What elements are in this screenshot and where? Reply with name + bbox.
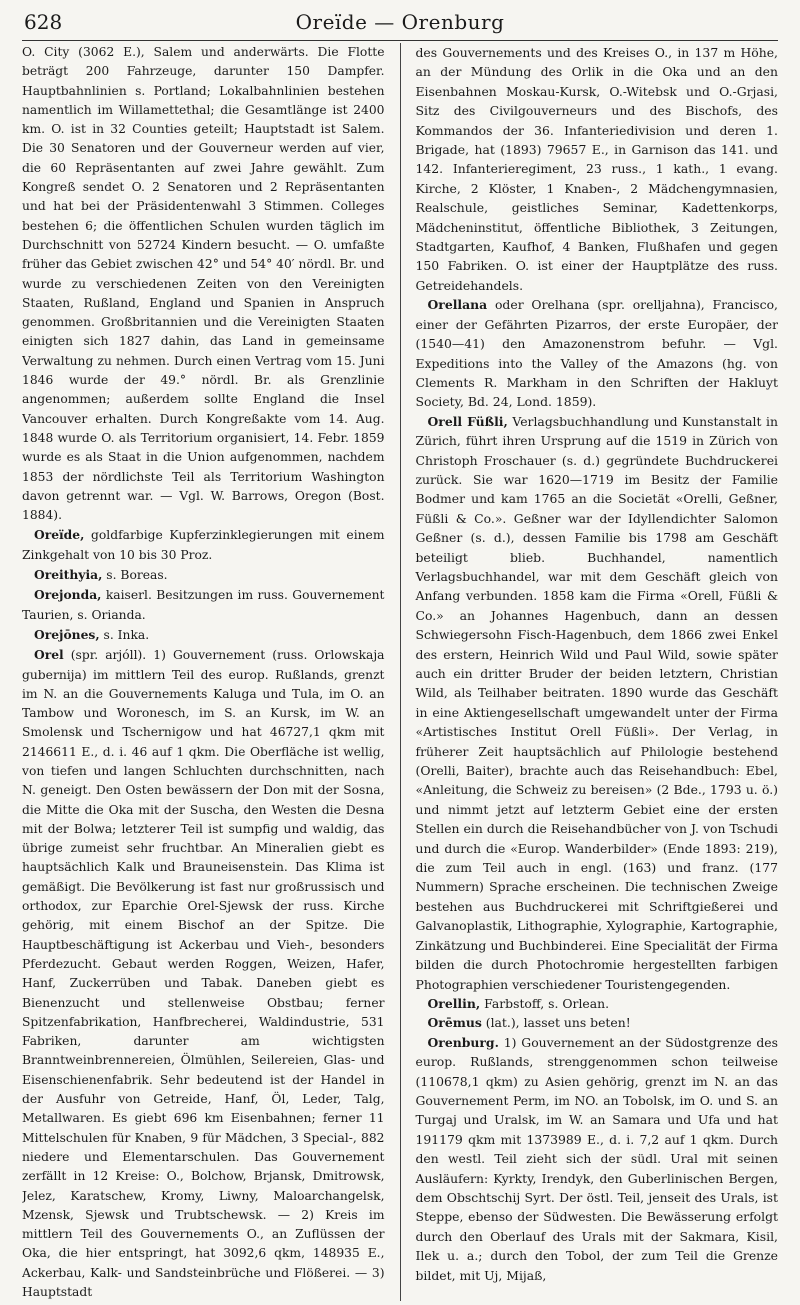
entry-headword: Orejonda, [34,587,102,603]
entry-headword: Orenburg. [427,1034,499,1050]
entry-text: kaiserl. Besitzungen im russ. Gouvernement Taurien, s. Orianda. [22,588,385,622]
entry-orejonda [22,585,385,625]
entry-headword: Orell Füßli, [427,413,508,429]
entry-text: (spr. arjóll). 1) Gouvernement (russ. Orlowskaja gubernija) im mittlern Teil des europ. Rußlands, grenzt im N. an die Gouvernements Kaluga und Tula, im O. an Tambow und Woronesch, im S. an Kursk, im W. an Smolensk und Tschernigow und hat 46727,1 qkm mit 2146611 E., d. i. 46 auf 1 qkm. Die Oberfläche ist wellig, von tiefen und langen Schluchten durchschnitten, nach N. geneigt. Den Osten bewässern der Don mit der Sosna, die Mitte die Oka mit der Suscha, den Westen die Desna mit der Bolwa; letzterer Teil ist sumpfig und waldig, das übrige zumeist sehr fruchtbar. An Mineralien giebt es hauptsächlich Kalk und Brauneisenstein. Das Klima ist gemäßigt. Die Bevölkerung ist fast nur großrussisch und orthodox, zur Eparchie Orel-Sjewsk der russ. Kirche gehörig, mit einem Bischof an der Spitze. Die Hauptbeschäftigung ist Ackerbau und Vieh-, besonders Pferdezucht. Gebaut werden Roggen, Weizen, Hafer, Hanf, Zuckerrüben und Tabak. Daneben giebt es Bienenzucht und stellenweise Obstbau; ferner Spitzenfabrikation, Hanfbrecherei, Waldindustrie, 531 Fabriken, darunter am wichtigsten Branntweinbrennereien, Ölmühlen, Seilereien, Glas- und Eisenschienenfabrik. Sehr bedeutend ist der Handel in der Ausfuhr von Getreide, Hanf, Öl, Leder, Talg, Metallwaren. Es giebt 696 km Eisenbahnen; ferner 11 Mittelschulen für Knaben, 9 für Mädchen, 3 Special-, 882 niedere und Elementarschulen. Das Gouvernement zerfällt in 12 Kreise: O., Bolchow, Brjansk, Dmitrowsk, Jelez, Karatschew, Kromy, Liwny, Maloarchangelsk, Mzensk, Sjewsk und Trubtschewsk. — 2) Kreis im mittlern Teil des Gouvernements O., an Zuflüssen der Oka, die hier entspringt, hat 3092,6 qkm, 148935 E., Ackerbau, Kalk- und Sandsteinbrüche und Flößerei. — 3) Hauptstadt [22,648,385,1299]
entry-orenburg [416,1033,779,1285]
entry-text: goldfarbige Kupferzinklegierungen mit einem Zinkgehalt von 10 bis 30 Proz. [22,528,385,562]
entry-text: oder Orelhana (spr. orelljahna), Francisco, einer der Gefährten Pizarros, der erste Europäer, der (1540—41) den Amazonenstrom befuhr. — Vgl. Expeditions into the Valley of the Amazons (hg. von Clements R. Markham in den Schriften der Hakluyt Society, Bd. 24, Lond. 1859). [415,297,778,410]
entry-continuation [22,43,385,525]
text-columns [22,43,778,1301]
entry-orejones [22,625,385,645]
entry-headword: Orēmus [427,1015,482,1031]
entry-text: Verlagsbuchhandlung und Kunstanstalt in Zürich, führt ihren Ursprung auf die 1519 in Zürich von Christoph Froschauer (s. d.) gegründete Buchdruckerei zurück. Sie war 1620—1719 im Besitz der Familie Bodmer und kam 1765 an die Societät «Orelli, Geßner, Füßli & Co.». Geßner war der Idyllendichter Salomon Geßner (s. d.), dessen Familie bis 1798 am Geschäft beteiligt blieb. Buchhandel, namentlich Verlagsbuchhandel, war mit dem Geschäft gleich von Anfang verbunden. 1858 kam die Firma «Orell, Füßli & Co.» an Johannes Hagenbuch, dann an dessen Schwiegersohn Fisch-Hagenbuch, dem 1866 zwei Enkel des erstern, Heinrich Wild und Paul Wild, sowie später auch ein dritter Bruder der beiden letztern, Christian Wild, als Teilhaber beitraten. 1890 wurde das Geschäft in eine Aktiengesellschaft umgewandelt unter der Firma «Artistisches Institut Orell Füßli». Der Verlag, in früherer Zeit hauptsächlich auf Philologie bestehend (Orelli, Baiter), brachte auch das Reisehandbuch: Ebel, «Anleitung, die Schweiz zu bereisen» (2 Bde., 1793 u. ö.) und nimmt jetzt auf letzterm Gebiet eine der ersten Stellen ein durch die Reisehandbücher von J. von Tschudi und durch die «Europ. Wanderbilder» (Ende 1893: 219), die zum Teil auch in engl. (163) und franz. (177 Nummern) Sprache erscheinen. Die technischen Zweige bestehen aus Buchdruckerei mit Schriftgießerei und Galvanoplastik, Lithographie, Xylographie, Kartographie, Zinkätzung und Buchbinderei. Eine Specialität der Firma bilden die durch Photochromie hergestellten farbigen Photographien verschiedener Touristengegenden. [415,413,778,992]
entry-text: s. Boreas. [102,568,168,583]
entry-text: 1) Gouvernement an der Südostgrenze des europ. Rußlands, strenggenommen schon teilweise (110678,1 qkm) zu Asien gehörig, grenzt im N. an das Gouvernement Perm, im NO. an Tobolsk, im O. und S. an Turgaj und Uralsk, im W. an Samara und Ufa und hat 191179 qkm mit 1373989 E., d. i. 7,2 auf 1 qkm. Durch den westl. Teil zieht sich der südl. Ural mit seinen Ausläufern: Kyrkty, Irendyk, den Guberlinischen Bergen, dem Obschtschij Syrt. Der östl. Teil, jenseit des Urals, ist Steppe, ebenso der Südwesten. Die Bewässerung erfolgt durch den Oberlauf des Urals mit der Sakmara, Kisil, Ilek u. a.; durch den Tobol, der zum Teil die Grenze bildet, mit Uj, Mijaß, [415,1034,778,1283]
entry-text: des Gouvernements und des Kreises O., in 137 m Höhe, an der Mündung des Orlik in die Oka und an den Eisenbahnen Moskau-Kursk, O.-Witebsk und O.-Grjasi, Sitz des Civilgouverneurs und des Bischofs, des Kommandos der 36. Infanteriedivision und deren 1. Brigade, hat (1893) 79657 E., in Garnison das 141. und 142. Infanterieregiment, 23 russ., 1 kath., 1 evang. Kirche, 2 Klöster, 1 Knaben-, 2 Mädchengymnasien, Realschule, geistliches Seminar, Kadettenkorps, Mädcheninstitut, öffentliche Bibliothek, 3 Zeitungen, Stadtgarten, Kaufhof, 4 Banken, Flußhafen und gegen 150 Fabriken. O. ist einer der Hauptplätze des russ. Getreidehandels. [415,45,778,293]
entry-headword: Orel [34,647,64,663]
column-divider [400,43,401,1301]
entry-headword: Orellana [427,297,488,313]
entry-orel [22,645,385,1301]
right-column [406,43,779,1301]
entry-oreide [22,525,385,565]
entry-text: Farbstoff, s. Orlean. [480,995,610,1011]
entry-oreithyia [22,565,385,585]
left-column [22,43,395,1301]
page-number: 628 [24,10,63,34]
entry-text: O. City (3062 E.), Salem und anderwärts. Die Flotte beträgt 200 Fahrzeuge, darunter 150 Dampfer. Hauptbahnlinien s. Portland; Lokalbahnlinien bestehen namentlich im Willamettethal; die Gesamtlänge ist 2400 km. O. ist in 32 Counties geteilt; Hauptstadt ist Salem. Die 30 Senatoren und der Gouverneur werden auf vier, die 60 Repräsentanten auf zwei Jahre gewählt. Zum Kongreß sendet O. 2 Senatoren und 2 Repräsentanten und hat bei der Präsidentenwahl 3 Stimmen. Colleges bestehen 6; die öffentlichen Schulen wurden täglich im Durchschnitt von 52724 Kindern besucht. — O. umfaßte früher das Gebiet zwischen 42° und 54° 40′ nördl. Br. und wurde zu verschiedenen Zeiten von den Vereinigten Staaten, Rußland, England und Spanien in Anspruch genommen. Großbritannien und die Vereinigten Staaten einigten sich 1827 dahin, das Land in gemeinsame Verwaltung zu nehmen. Durch einen Vertrag vom 15. Juni 1846 wurde der 49.° nördl. Br. als Grenzlinie angenommen; außerdem sollte England die Insel Vancouver erhalten. Durch Kongreßakte vom 14. Aug. 1848 wurde O. als Territorium organisiert, 14. Febr. 1859 wurde es als Staat in die Union aufgenommen, nachdem 1853 der nördlichste Teil als Territorium Washington davon getrennt war. — Vgl. W. Barrows, Oregon (Bost. 1884). [22,45,385,523]
entry-text: s. Inka. [99,627,150,642]
entry-headword: Oreïde, [34,527,85,543]
entry-headword: Orellin, [427,995,481,1011]
entry-headword: Orejōnes, [34,626,100,642]
page-header [22,6,778,41]
entry-continuation [416,43,779,295]
entry-headword: Oreithyia, [34,567,103,583]
entry-orellin [416,994,779,1013]
running-title: Oreïde — Orenburg [295,10,505,34]
entry-text: (lat.), lasset uns beten! [481,1015,631,1031]
entry-orell-fuessli [416,412,779,994]
entry-orellana [416,295,779,411]
entry-oremus [416,1013,779,1032]
